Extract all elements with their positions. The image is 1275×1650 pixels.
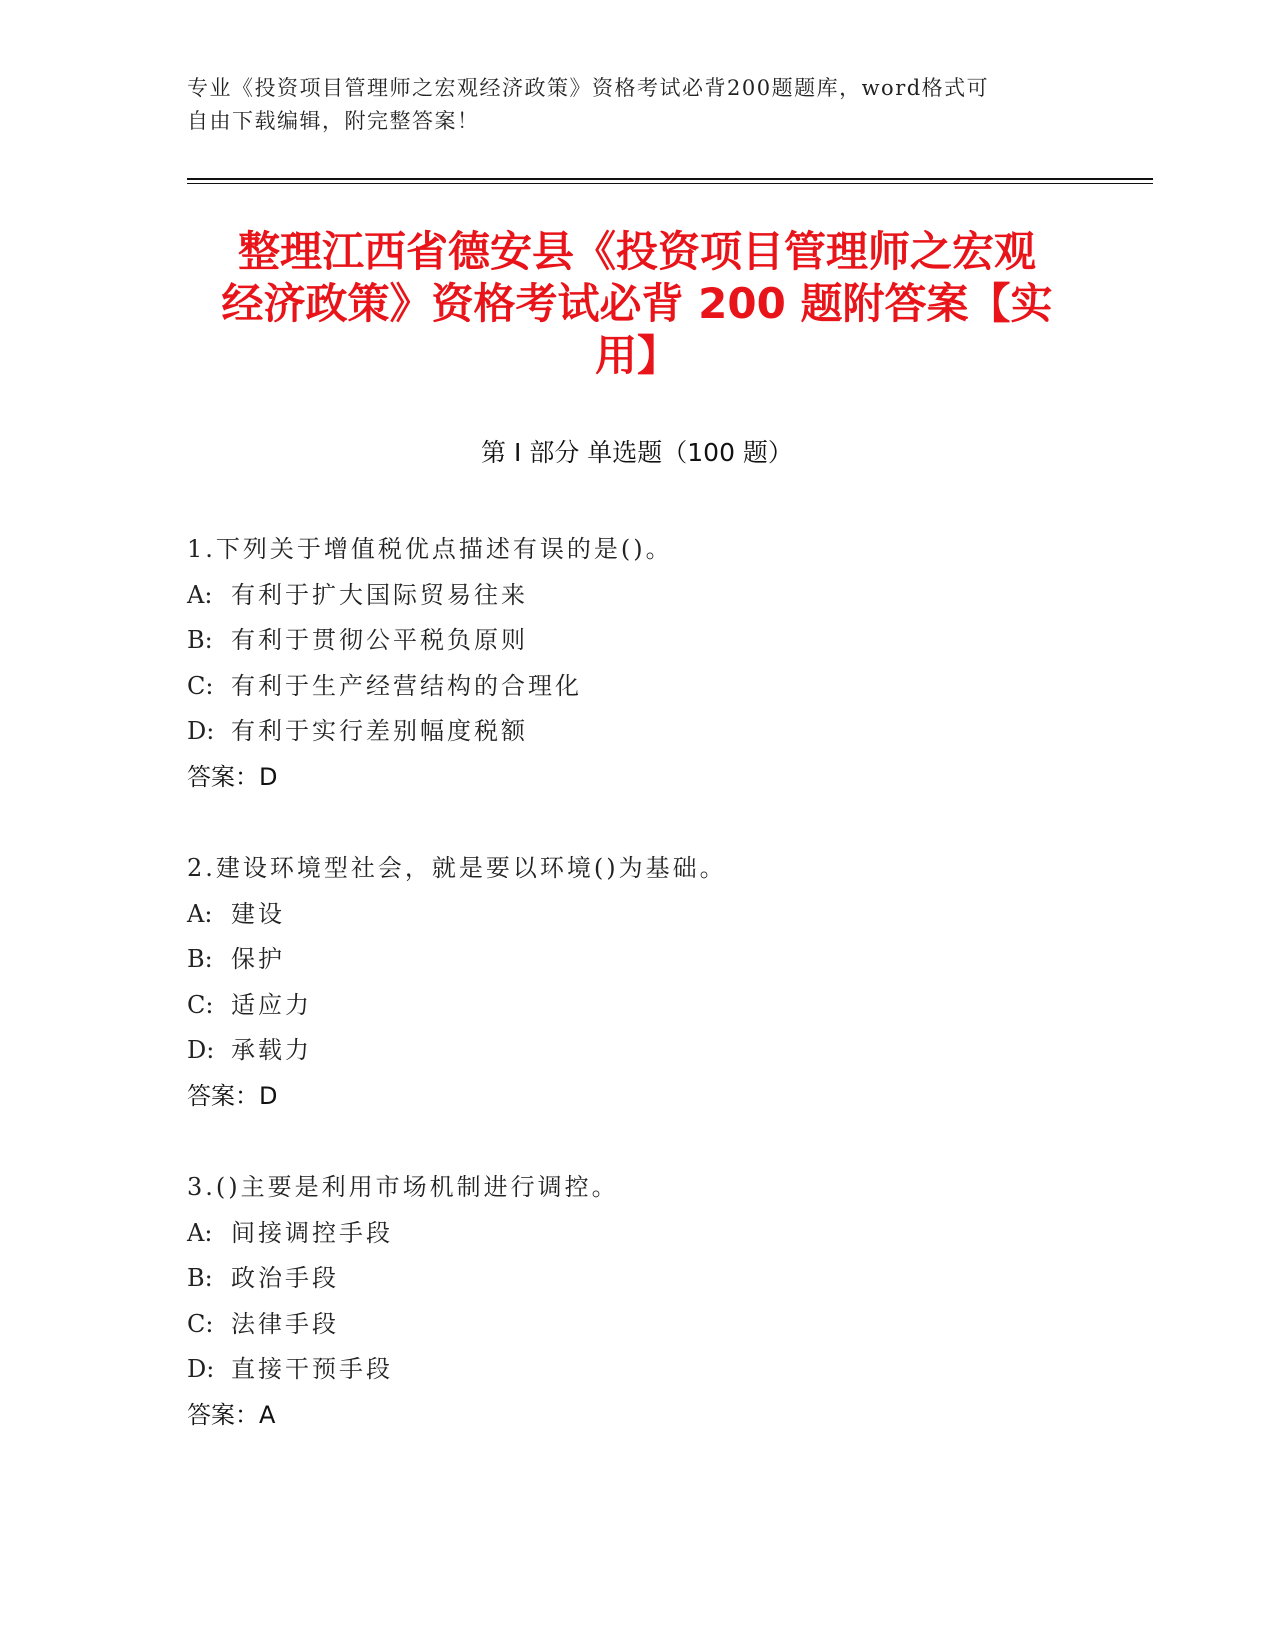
option-text: 有利于扩大国际贸易往来	[231, 580, 528, 609]
option-letter: C:	[187, 990, 214, 1019]
question-stem: 3.()主要是利用市场机制进行调控。	[187, 1173, 619, 1201]
option-letter: D:	[187, 1036, 215, 1064]
option-letter: D:	[187, 1355, 215, 1383]
option-c	[187, 983, 1127, 1029]
option-text: 承载力	[231, 1036, 312, 1064]
option-d	[187, 1347, 1127, 1393]
document-title-line-3: 用】	[594, 331, 679, 380]
option-letter: B:	[187, 945, 213, 973]
option-text: 建设	[231, 899, 285, 928]
document-title-line-2: 经济政策》资格考试必背 200 题附答案【实	[221, 279, 1053, 328]
question-stem: 2.建设环境型社会，就是要以环境()为基础。	[187, 854, 727, 882]
option-letter: A:	[187, 1218, 213, 1247]
option-letter: A:	[187, 580, 213, 609]
answer-line: 答案：A	[187, 1400, 276, 1429]
option-letter: B:	[187, 1264, 213, 1292]
option-letter: C:	[187, 671, 214, 700]
question-list	[187, 527, 1127, 1484]
option-text: 法律手段	[231, 1309, 339, 1338]
option-b	[187, 1256, 1127, 1302]
question-1	[187, 527, 1127, 800]
option-a	[187, 1211, 1127, 1257]
question-3	[187, 1165, 1127, 1438]
question-2	[187, 846, 1127, 1119]
option-text: 适应力	[231, 990, 312, 1019]
option-d	[187, 709, 1127, 755]
section-heading: 第 I 部分 单选题（100 题）	[481, 438, 793, 467]
option-c	[187, 664, 1127, 710]
answer-line: 答案：D	[187, 762, 278, 791]
header-note-line-1: 专业《投资项目管理师之宏观经济政策》资格考试必背200题题库，word格式可	[187, 76, 990, 100]
option-b	[187, 937, 1127, 983]
option-letter: A:	[187, 899, 213, 928]
option-letter: C:	[187, 1309, 214, 1338]
document-title	[187, 226, 1087, 382]
option-text: 有利于贯彻公平税负原则	[231, 626, 528, 654]
option-letter: B:	[187, 626, 213, 654]
option-d	[187, 1028, 1127, 1074]
option-a	[187, 573, 1127, 619]
question-stem: 1.下列关于增值税优点描述有误的是()。	[187, 535, 673, 563]
option-text: 直接干预手段	[231, 1355, 393, 1383]
option-b	[187, 618, 1127, 664]
option-text: 有利于实行差别幅度税额	[231, 717, 528, 745]
answer-line: 答案：D	[187, 1081, 278, 1110]
option-text: 有利于生产经营结构的合理化	[231, 671, 582, 700]
option-letter: D:	[187, 717, 215, 745]
header-note	[187, 72, 1067, 138]
header-note-line-2: 自由下载编辑，附完整答案！	[187, 109, 480, 133]
option-text: 政治手段	[231, 1264, 339, 1292]
option-text: 保护	[231, 945, 285, 973]
header-divider-thin	[187, 183, 1153, 184]
option-a	[187, 892, 1127, 938]
header-divider-thick	[187, 178, 1153, 180]
option-text: 间接调控手段	[231, 1218, 393, 1247]
document-title-line-1: 整理江西省德安县《投资项目管理师之宏观	[237, 227, 1036, 276]
option-c	[187, 1302, 1127, 1348]
